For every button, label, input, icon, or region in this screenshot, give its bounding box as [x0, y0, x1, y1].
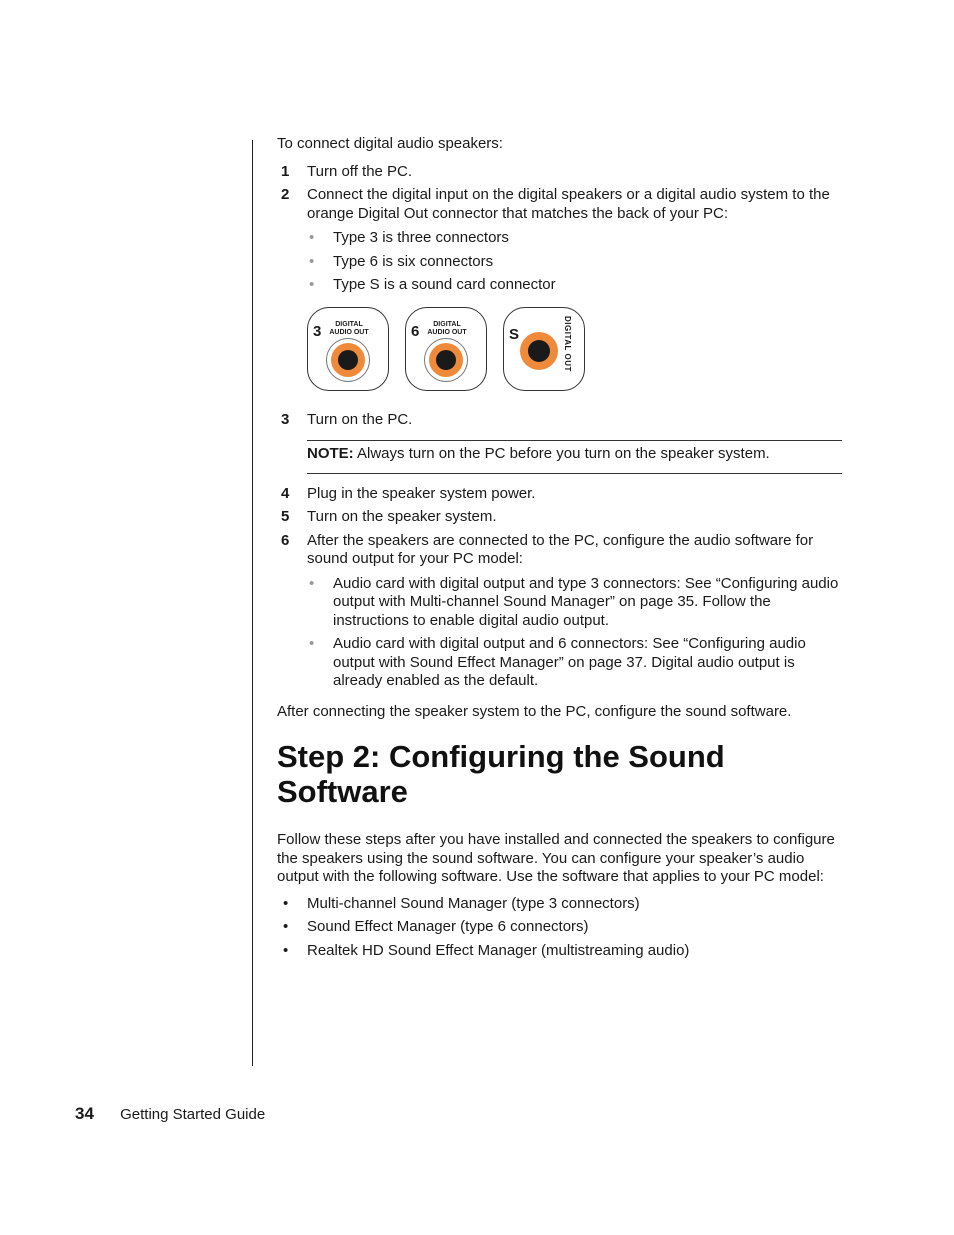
margin-rule: [252, 140, 253, 1066]
step-2: [277, 186, 842, 295]
step-3: [277, 411, 842, 430]
audio-jack-icon: [424, 338, 468, 382]
bullet-icon: •: [309, 574, 315, 592]
software-config-list: [307, 575, 842, 691]
connector-type-3: [307, 307, 389, 391]
connector-type-label: 6: [411, 322, 420, 340]
page-footer: [75, 1105, 265, 1125]
step-text: Connect the digital input on the digital speakers or a digital audio system to the orange Digital Out connector that matches the back of your PC:: [307, 186, 830, 222]
connector-type-6: [405, 307, 487, 391]
bullet-icon: •: [309, 229, 315, 246]
page-content: [277, 135, 842, 965]
list-item: • Type 3 is three connectors: [309, 229, 509, 246]
list-item: • Multi-channel Sound Manager (type 3 connectors): [283, 894, 640, 912]
after-connecting-text: After connecting the speaker system to the PC, configure the sound software.: [277, 702, 792, 720]
step-number: 3: [281, 410, 290, 428]
list-item: • Audio card with digital output and 6 connectors: See “Configuring audio output with Sound Effect Manager” on page 37. Digital audio output is already enabled as the default.: [309, 635, 806, 689]
bullet-icon: •: [283, 918, 289, 935]
connector-caption: DIGITAL OUT: [563, 315, 572, 372]
note-box: [307, 440, 842, 474]
connector-type-list: [307, 229, 842, 295]
intro-text: To connect digital audio speakers:: [277, 135, 503, 152]
list-item: • Realtek HD Sound Effect Manager (multistreaming audio): [283, 941, 690, 959]
connector-caption: DIGITAL AUDIO OUT: [427, 320, 467, 336]
list-item: • Audio card with digital output and type 3 connectors: See “Configuring audio output with Multi-channel Sound Manager” on page 35. Follow the instructions to enable digital audio output.: [309, 574, 839, 629]
list-item: • Type S is a sound card connector: [309, 276, 556, 293]
step-text: Plug in the speaker system power.: [307, 484, 536, 502]
step-number: 5: [281, 508, 290, 525]
step-1: [277, 163, 842, 182]
software-list: [277, 895, 842, 961]
connector-illustrations: [307, 307, 842, 393]
step-number: 4: [281, 484, 290, 502]
bullet-icon: •: [309, 635, 315, 652]
step-text: Turn on the speaker system.: [307, 508, 497, 525]
step-text: Turn off the PC.: [307, 162, 413, 180]
page-number: 34: [75, 1104, 94, 1123]
step-text: After the speakers are connected to the PC, configure the audio software for sound output for your PC model:: [307, 531, 814, 567]
connector-caption: DIGITAL AUDIO OUT: [329, 320, 369, 336]
bullet-icon: •: [283, 941, 289, 959]
step-number: 2: [281, 186, 290, 203]
note-text: Always turn on the PC before you turn on the speaker system.: [357, 445, 770, 462]
audio-jack-icon: [326, 338, 370, 382]
section-heading: Step 2: Configuring the Sound Software: [277, 739, 725, 809]
step-4: [277, 485, 842, 504]
bullet-icon: •: [309, 252, 315, 270]
audio-jack-icon: [520, 332, 558, 370]
note-label: NOTE:: [307, 445, 354, 462]
step-6: [277, 532, 842, 691]
list-item: • Type 6 is six connectors: [309, 252, 494, 270]
section-intro: Follow these steps after you have installed and connected the speakers to configure the speakers using the sound software. You can configure your speaker’s audio output with the following software. Use the software that applies to your PC model:: [277, 831, 835, 885]
bullet-icon: •: [283, 894, 289, 912]
bullet-icon: •: [309, 276, 315, 293]
connector-type-label: 3: [313, 322, 322, 340]
list-item: • Sound Effect Manager (type 6 connectors): [283, 918, 589, 935]
step-number: 1: [281, 162, 290, 180]
step-5: [277, 508, 842, 527]
connector-type-label: S: [509, 325, 520, 343]
guide-title: Getting Started Guide: [120, 1106, 266, 1123]
step-number: 6: [281, 531, 290, 549]
step-text: Turn on the PC.: [307, 410, 413, 428]
connector-type-s: [503, 307, 585, 391]
